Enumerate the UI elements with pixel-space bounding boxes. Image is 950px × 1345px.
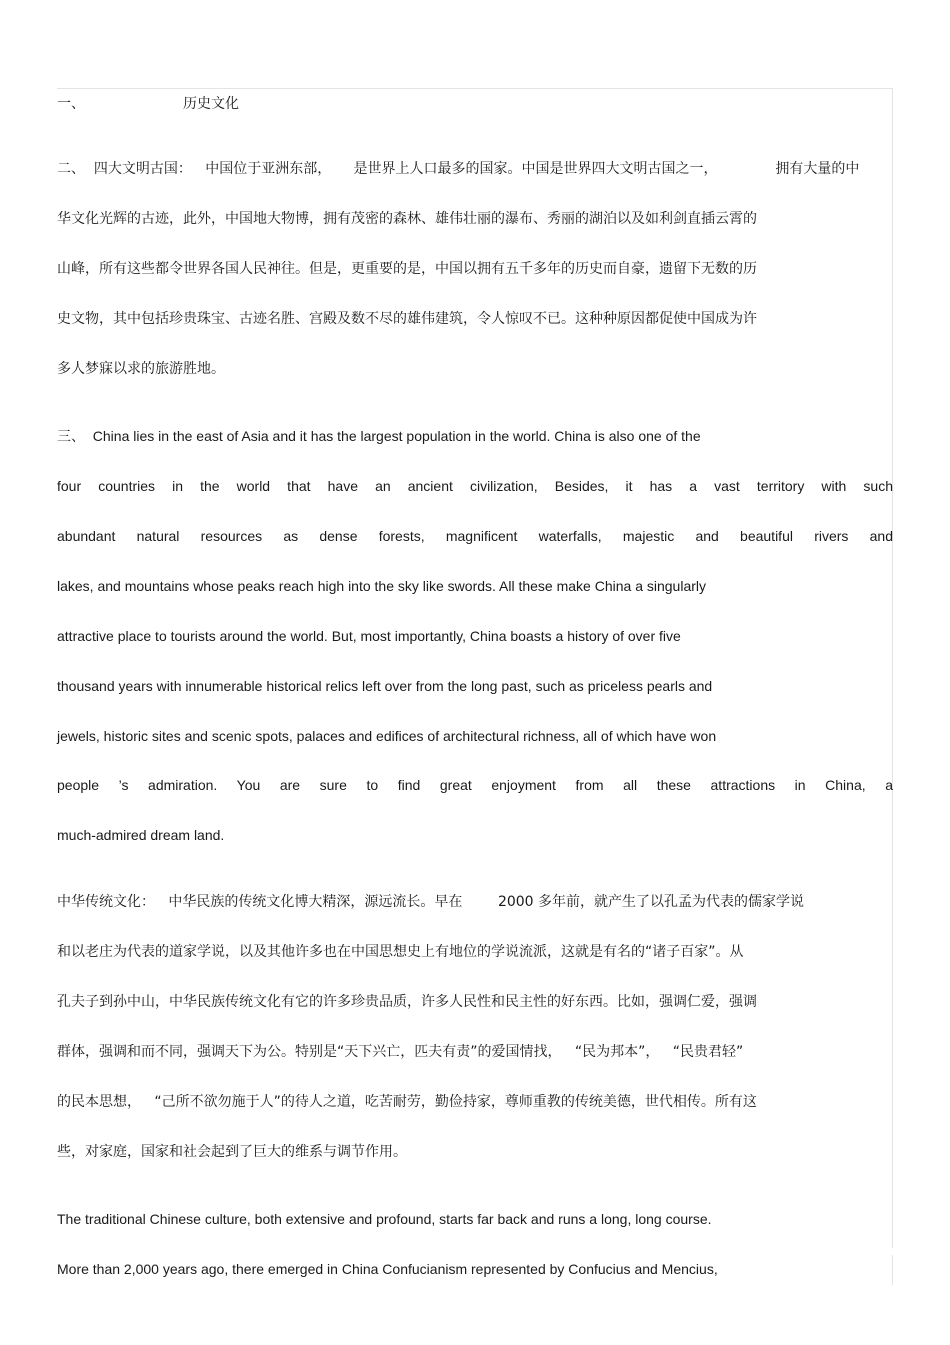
paragraph-zh-2-line-3: 孔夫子到孙中山，中华民族传统文化有它的许多珍贵品质，许多人民性和民主性的好东西。比如，强调仁爱，强调 bbox=[57, 994, 757, 1010]
section-number: 一、 bbox=[57, 96, 85, 112]
paragraph-zh-2-line-6: 些，对家庭，国家和社会起到了巨大的维系与调节作用。 bbox=[57, 1144, 407, 1160]
page-frame-right-border bbox=[892, 88, 893, 1248]
paragraph-zh-1-line-1: 二、 四大文明古国： 中国位于亚洲东部， 是世界上人口最多的国家。中国是世界四大文明古国之一， 拥有大量的中 bbox=[57, 161, 860, 177]
paragraph-en-1-line-6: thousand years with innumerable historical relics left over from the long past, such as priceless pearls and bbox=[57, 678, 713, 694]
paragraph-en-2-line-2: More than 2,000 years ago, there emerged in China Confucianism represented by Confucius and Mencius, bbox=[57, 1261, 718, 1277]
paragraph-en-1-line-1: 三、 China lies in the east of Asia and it has the largest population in the world. China is also one of the bbox=[57, 428, 701, 444]
page-frame-top-border bbox=[57, 88, 893, 89]
page-frame-right-tick bbox=[892, 1255, 893, 1285]
paragraph-en-1-line-2: four countries in the world that have an ancient civilization, Besides, it has a vast territory with such bbox=[57, 478, 893, 494]
paragraph-en-2-line-1: The traditional Chinese culture, both extensive and profound, starts far back and runs a long, long course. bbox=[57, 1211, 712, 1227]
paragraph-en-1-line-7: jewels, historic sites and scenic spots, palaces and edifices of architectural richness, all of which have won bbox=[57, 728, 717, 744]
paragraph-zh-1-line-5: 多人梦寐以求的旅游胜地。 bbox=[57, 361, 225, 377]
paragraph-en-1-line-9: much-admired dream land. bbox=[57, 827, 225, 843]
paragraph-en-1-line-4: lakes, and mountains whose peaks reach high into the sky like swords. All these make China a singularly bbox=[57, 578, 707, 594]
paragraph-zh-2-line-2: 和以老庄为代表的道家学说，以及其他许多也在中国思想史上有地位的学说流派，这就是有名的“诸子百家”。从 bbox=[57, 944, 744, 960]
paragraph-en-1-line-5: attractive place to tourists around the world. But, most importantly, China boasts a history of over five bbox=[57, 628, 681, 644]
section-title: 历史文化 bbox=[183, 96, 239, 112]
paragraph-en-1-line-8: people ’s admiration. You are sure to find great enjoyment from all these attractions in China, a bbox=[57, 777, 893, 793]
paragraph-zh-2-line-4: 群体，强调和而不同，强调天下为公。特别是“天下兴亡，匹夫有责”的爱国情找， “民为邦本”， “民贵君轻” bbox=[57, 1044, 744, 1060]
paragraph-zh-1-line-3: 山峰，所有这些都令世界各国人民神往。但是，更重要的是，中国以拥有五千多年的历史而自豪，遗留下无数的历 bbox=[57, 261, 757, 277]
paragraph-zh-2-line-1: 中华传统文化： 中华民族的传统文化博大精深，源远流长。早在 2000 多年前，就产生了以孔孟为代表的儒家学说 bbox=[57, 894, 805, 910]
paragraph-en-1-line-3: abundant natural resources as dense forests, magnificent waterfalls, majestic and beautiful rivers and bbox=[57, 528, 893, 544]
paragraph-zh-1-line-4: 史文物，其中包括珍贵珠宝、古迹名胜、宫殿及数不尽的雄伟建筑，令人惊叹不已。这种种原因都促使中国成为许 bbox=[57, 311, 757, 327]
paragraph-zh-1-line-2: 华文化光辉的古迹，此外，中国地大物博，拥有茂密的森林、雄伟壮丽的瀑布、秀丽的湖泊以及如利剑直插云霄的 bbox=[57, 211, 757, 227]
paragraph-zh-2-line-5: 的民本思想， “己所不欲勿施于人”的待人之道，吃苦耐劳，勤俭持家，尊师重教的传统美德，世代相传。所有这 bbox=[57, 1094, 757, 1110]
